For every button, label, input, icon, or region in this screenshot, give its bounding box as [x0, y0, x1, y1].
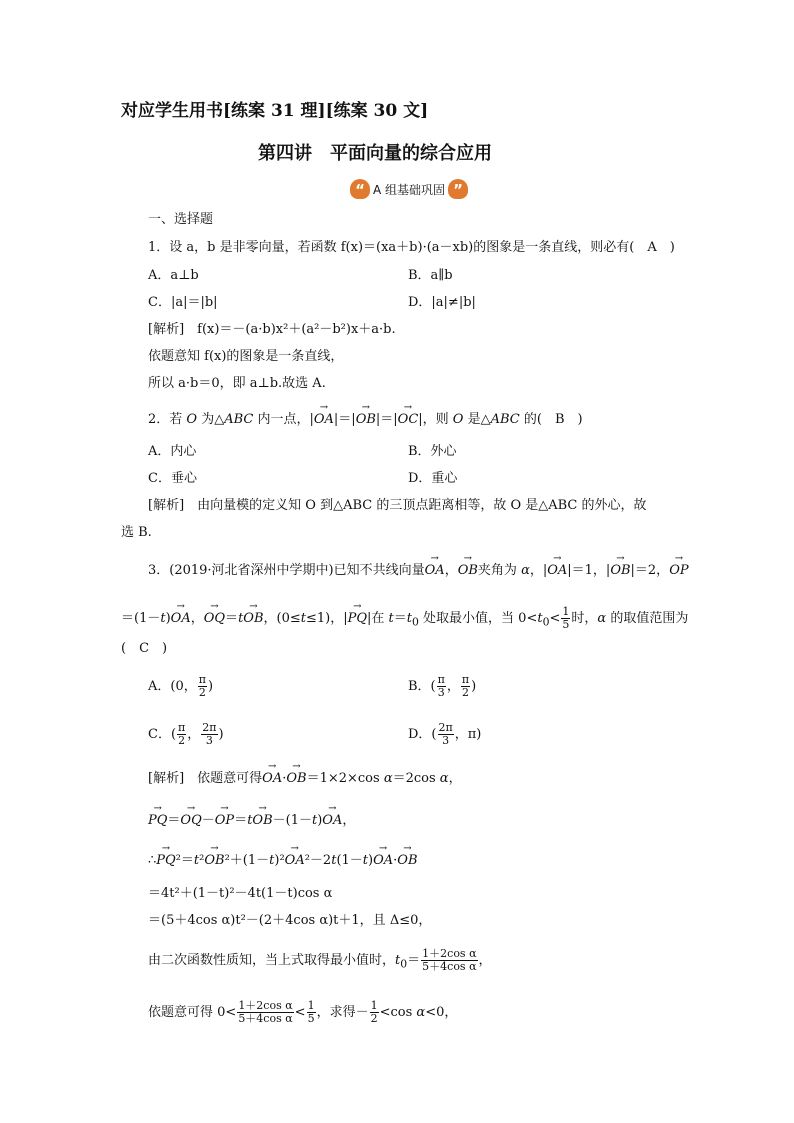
q3-solution-4: ＝4t²＋(1－t)²－4t(1－t)cos α [148, 886, 333, 901]
q3-answer: C [139, 641, 150, 656]
q3-solution-label: [解析] 依题意可得 [148, 771, 263, 786]
q3-solution-2: → PQ＝→ OQ－→ OP＝t→ OB－(1－t)→ OA， [148, 813, 355, 829]
q3-solution-3: ∴→ PQ²＝t²→ OB²＋(1－t)²→ OA²－2t(1－t)→ OA·→ OB [148, 853, 418, 869]
q2-option-d: D．重心 [408, 471, 458, 486]
header: 对应学生用书[练案 31 理][练案 30 文] [121, 101, 429, 121]
q1-option-a: A．a⊥b [148, 268, 199, 283]
q3-stem-line2: ＝(1－t)→ OA，→ OQ＝t→ OB，(0≤t≤1)，|→ PQ|在 $t=t_0$ 处取最小值，当 $0<t_0<$ $\frac{1}{5}$ 时，α 的取值范围为 [121, 606, 688, 631]
section-badge [350, 178, 468, 200]
q2-option-a: A．内心 [148, 444, 197, 459]
q2-answer: B [554, 412, 565, 427]
q1-solution-1: [解析] f(x)＝－(a·b)x²＋(a²－b²)x＋a·b. [148, 322, 396, 337]
q3-answer-line: ( C ) [121, 641, 168, 656]
q3-option-c: C．( $\frac{\pi}{2}$ ， $\frac{2\pi}{3}$ ) [148, 721, 224, 747]
quote-open-icon: “ [350, 179, 370, 199]
q3-stem-line1: 3．(2019·河北省深州中学期中)已知不共线向量→ OA，→ OB夹角为 α，|→ OA|＝1，|→ OB|＝2，→ OP [148, 563, 689, 579]
q2-stem: 2．若 O 为△ABC 内一点，|→ OA|＝|→ OB|＝|→ OC|，则 O 是△ABC 的( B ) [148, 412, 583, 428]
q3-solution-6-text: 由二次函数性质知，当上式取得最小值时， [148, 953, 396, 968]
q3-solution-7-text: 依题意可得 [148, 1005, 214, 1020]
q1-solution-2: 依题意知 f(x)的图象是一条直线， [148, 349, 344, 364]
section-heading: 一、选择题 [148, 212, 214, 227]
q2-option-c: C．垂心 [148, 471, 197, 486]
q3-solution-7: 依题意可得 0< $\frac{\text{1＋2cos α}}{\text{5＋4cos α}}$ < $\frac{1}{5}$ ，求得－ $\frac{1}{2}$ <cos α<0， [148, 999, 458, 1025]
page-title: 第四讲 平面向量的综合应用 [258, 143, 492, 164]
q3-prefix: 3．(2019·河北省深州中学期中)已知不共线向量 [148, 563, 425, 578]
q1-solution-3: 所以 a·b＝0，即 a⊥b.故选 A. [148, 376, 326, 391]
q3-option-d: D．( $\frac{2\pi}{3}$ ，π) [408, 721, 482, 747]
q3-solution-7-mid: ，求得 [316, 1005, 356, 1020]
q3-option-b: B．( $\frac{\pi}{3}$ ， $\frac{\pi}{2}$ ) [408, 673, 477, 699]
q1-option-b: B．a∥b [408, 268, 453, 283]
badge-label: A 组基础巩固 [373, 182, 446, 197]
q2-option-b: B．外心 [408, 444, 457, 459]
q1-option-c: C．|a|＝|b| [148, 295, 218, 310]
quote-close-icon: ” [448, 179, 468, 199]
q3-solution-6: 由二次函数性质知，当上式取得最小值时，$t_0=$ $\frac{\text{1＋2cos α}}{\text{5＋4cos α}}$ ， [148, 947, 492, 973]
q2-solution-1: [解析] 由向量模的定义知 O 到△ABC 的三顶点距离相等，故 O 是△ABC 的外心，故 [148, 498, 647, 513]
q3-option-a: A．(0， $\frac{\pi}{2}$ ) [148, 673, 214, 699]
q1-stem: 1．设 a，b 是非零向量，若函数 f(x)＝(xa＋b)·(a－xb)的图象是一条直线，则必有( A ) [148, 240, 675, 255]
q1-option-d: D．|a|≠|b| [408, 295, 476, 310]
q3-solution-1: [解析] 依题意可得→ OA·→ OB＝1×2×cos α＝2cos α， [148, 771, 462, 787]
q3-solution-5: ＝(5＋4cos α)t²－(2＋4cos α)t＋1，且 Δ≤0， [148, 913, 432, 928]
q2-solution-2: 选 B. [121, 525, 152, 540]
